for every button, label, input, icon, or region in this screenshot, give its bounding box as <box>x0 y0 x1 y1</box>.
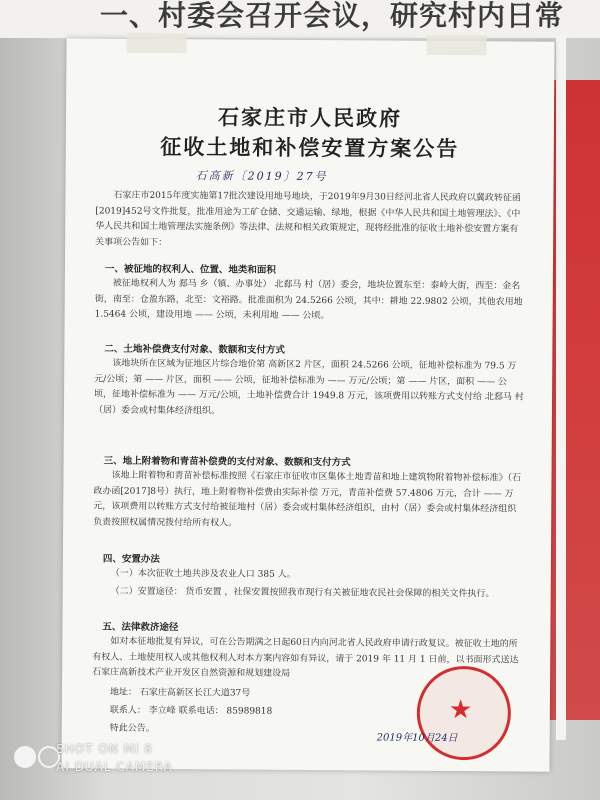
section3-heading: 三、地上附着物和青苗补偿费的支付对象、数额和支付方式 <box>103 455 351 469</box>
top-banner <box>0 0 600 38</box>
section4-line2: （二）安置途径： 货币安置 ，社保安置按照我市现行有关被征地农民社会保障的相关文件执行。 <box>110 586 495 600</box>
seal-star-icon: ★ <box>448 694 473 726</box>
tape-strip <box>126 33 186 53</box>
section4-line1: （一）本次征收土地共涉及农业人口 385 人。 <box>110 568 296 580</box>
section5-body: 如对本征地批复有异议，可在公告期满之日起60日内向河北省人民政府申请行政复议。被征收土地的所有权人、土地使用权人或其他权利人对本方案内容如有异议，请于 2019 年 11 月 1 日前，以书面形式送达 石家庄高新技术产业开发区自然资源和规划建设局 <box>92 636 519 679</box>
doc-number: 石高新〔2019〕27号 <box>195 169 328 184</box>
contact-line: 联系人： 李立峰 联系电话： 85989818 <box>109 705 273 717</box>
banner-text: 一、村委会召开会议，研究村内日常 <box>100 0 565 32</box>
camera-watermark <box>56 742 173 774</box>
watermark-line1: SHOT ON MI 8 <box>56 742 153 756</box>
watermark-line2: AI DUAL CAMERA <box>56 760 173 774</box>
section3-body: 该地上附着物和青苗补偿标准按照《石家庄市征收市区集体土地青苗和地上建筑物附着物补偿标准》（石政办函[2017]8号）执行，地上附着物补偿费由实际补偿 万元，青苗补偿费 57.4806 万元，合计 —— 万元，该项费用以转账方式支付给被征地村（居）委会或村集体经济组织，由村（居）委会或村集体经济组织负责按照权属情况拨付给所有权人。 <box>93 470 522 529</box>
official-seal <box>417 666 512 761</box>
section1-heading: 一、被征地的权利人、位置、地类和面积 <box>104 263 276 276</box>
closing-line: 特此公告。 <box>109 723 155 734</box>
tape-strip <box>426 35 486 55</box>
section5-heading: 五、法律救济途径 <box>102 621 179 634</box>
section1-body: 被征地权利人为 郄马 乡（镇、办事处） 北郄马 村（居）委会，地块位置东至：泰岭大街，西至：金名街，南至：仓盈东路，北至：文裕路。批准面积为 24.5266 公顷，其中：耕地 22.9802 公顷，其他农用地 1.5464 公顷，建设用地 —— 公顷，未利用地 —— 公顷。 <box>94 278 523 322</box>
announcement-paper <box>61 38 554 771</box>
doc-title-line1: 石家庄市人民政府 <box>217 104 403 131</box>
signature-date: 2019年10月24日 <box>376 732 458 745</box>
camera-watermark-logo <box>14 746 62 772</box>
circle-icon <box>14 746 36 768</box>
intro-paragraph: 石家庄市2015年度实施第17批次建设用地号地块，于2019年9月30日经河北省人民政府以冀政转征函[2019]452号文件批复，批准用途为工矿仓储、交通运输、绿地，根据《中华人民共和国土地管理法》、《中华人民共和国土地管理法实施条例》等法律、法规和相关政策规定，现将经批准的征收土地补偿安置方案有关事项公告如下： <box>95 190 521 248</box>
section2-body: 该地块所在区域为征地区片综合地价第 高新区2 片区，面积 24.5266 公顷，征地补偿标准为 79.5 万元/公顷；第 —— 片区，面积 —— 公顷，征地补偿标准为 —— 万元/公顷；第 —— 片区，面积 —— 公顷，征地补偿标准为 —— 万元/公顷，土地补偿费合计 1949.8 万元，该项费用以转账方式支付给 北郄马 村（居）委会或村集体经济组织。 <box>93 358 524 416</box>
section4-heading: 四、安置办法 <box>102 553 160 565</box>
doc-title-line2: 征收土地和补偿安置方案公告 <box>160 133 460 162</box>
board-frame <box>556 36 566 740</box>
address-line: 地址： 石家庄高新区长江大道37号 <box>109 687 251 699</box>
section2-heading: 二、土地补偿费支付对象、数额和支付方式 <box>104 343 285 356</box>
